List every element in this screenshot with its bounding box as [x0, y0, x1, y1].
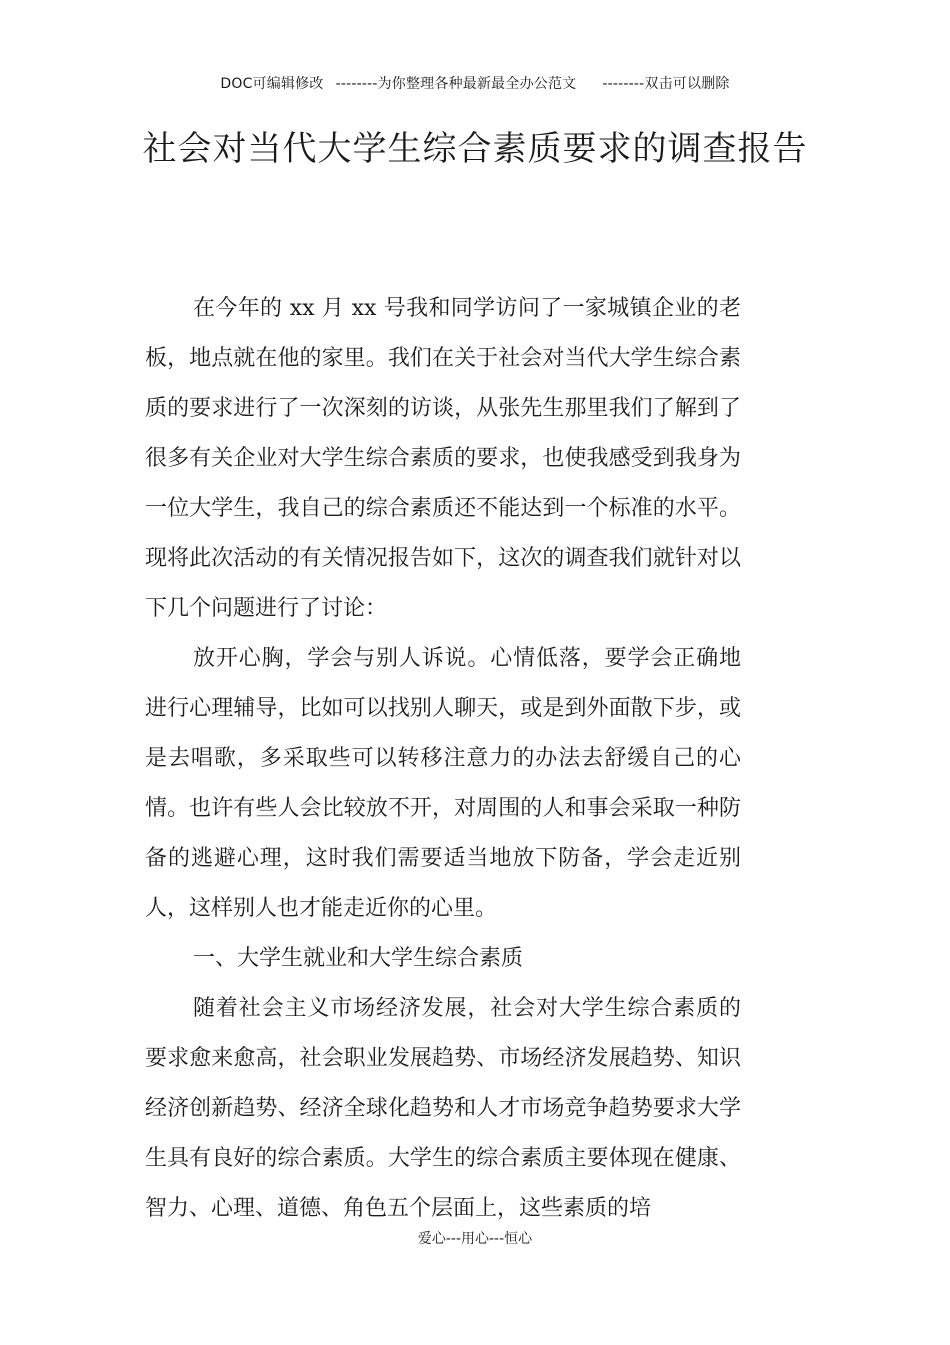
- document-body: [145, 284, 741, 1234]
- document-title: 社会对当代大学生综合素质要求的调查报告: [142, 129, 808, 169]
- header-note: [0, 73, 950, 93]
- body-paragraph-employment: 随着社会主义市场经济发展，社会对大学生综合素质的要求愈来愈高，社会职业发展趋势、市场经济发展趋势、知识经济创新趋势、经济全球化趋势和人才市场竞争趋势要求大学生具有良好的综合素质。大学生的综合素质主要体现在健康、智力、心理、道德、角色五个层面上，这些素质的培: [145, 996, 741, 1221]
- header-doc-label: DOC可编辑修改: [220, 76, 324, 92]
- body-paragraph-open-heart: 放开心胸，学会与别人诉说。心情低落，要学会正确地进行心理辅导，比如可以找别人聊天，或是到外面散下步，或是去唱歌，多采取些可以转移注意力的办法去舒缓自己的心情。也许有些人会比较放不开，对周围的人和事会采取一种防备的逃避心理，这时我们需要适当地放下防备，学会走近别人，这样别人也才能走近你的心里。: [145, 646, 741, 921]
- section-heading: 一、大学生就业和大学生综合素质: [193, 946, 524, 971]
- body-paragraph-intro: 在今年的 xx 月 xx 号我和同学访问了一家城镇企业的老板，地点就在他的家里。我们在关于社会对当代大学生综合素质的要求进行了一次深刻的访谈，从张先生那里我们了解到了很多有关企业对大学生综合素质的要求，也使我感受到我身为一位大学生，我自己的综合素质还不能达到一个标准的水平。现将此次活动的有关情况报告如下，这次的调查我们就针对以下几个问题进行了讨论：: [145, 296, 741, 621]
- footer-motto: 爱心---用心---恒心: [417, 1231, 533, 1247]
- header-delete-hint: --------双击可以删除: [602, 76, 730, 92]
- header-collection-label: --------为你整理各种最新最全办公范文: [335, 76, 577, 92]
